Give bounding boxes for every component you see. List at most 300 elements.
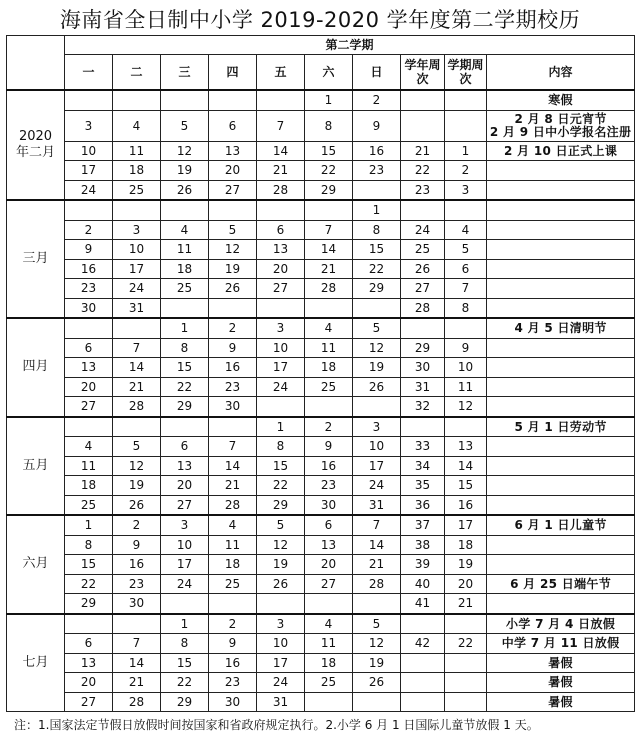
calendar-week-row [7, 161, 635, 181]
day-cell: 10 [257, 634, 305, 654]
day-cell: 24 [353, 476, 401, 496]
day-cell: 4 [113, 110, 161, 141]
day-cell [305, 397, 353, 417]
day-cell: 15 [353, 240, 401, 260]
term-week-cell: 2 [445, 161, 487, 181]
day-cell: 22 [65, 574, 113, 594]
day-cell: 20 [65, 673, 113, 693]
content-cell [487, 358, 635, 378]
day-cell: 29 [305, 180, 353, 200]
day-cell: 1 [257, 417, 305, 437]
term-week-cell [445, 692, 487, 712]
content-cell: 5 月 1 日劳动节 [487, 417, 635, 437]
term-header: 第二学期 [65, 36, 635, 55]
calendar-week-row [7, 476, 635, 496]
content-cell [487, 180, 635, 200]
calendar-week-row [7, 692, 635, 712]
month-label: 四月 [7, 318, 65, 417]
month-header-blank [7, 36, 65, 91]
day-cell: 2 [353, 90, 401, 110]
day-cell [257, 200, 305, 220]
term-week-cell: 15 [445, 476, 487, 496]
day-cell: 9 [305, 437, 353, 457]
day-cell: 8 [353, 220, 401, 240]
day-cell: 9 [209, 338, 257, 358]
weekday-header: 二 [113, 55, 161, 91]
term-week-header: 学期周次 [445, 55, 487, 91]
year-week-cell: 40 [401, 574, 445, 594]
day-cell: 13 [305, 535, 353, 555]
year-week-cell: 30 [401, 358, 445, 378]
day-cell: 1 [161, 318, 209, 338]
calendar-week-row [7, 318, 635, 338]
day-cell: 1 [65, 515, 113, 535]
calendar-week-row [7, 574, 635, 594]
calendar-week-row [7, 535, 635, 555]
day-cell: 28 [209, 495, 257, 515]
day-cell: 14 [257, 141, 305, 161]
day-cell: 9 [113, 535, 161, 555]
day-cell: 12 [161, 141, 209, 161]
day-cell: 19 [209, 259, 257, 279]
day-cell: 24 [257, 673, 305, 693]
day-cell: 18 [209, 555, 257, 575]
calendar-week-row [7, 358, 635, 378]
day-cell: 28 [113, 692, 161, 712]
content-cell: 暑假 [487, 692, 635, 712]
day-cell: 5 [113, 437, 161, 457]
content-cell [487, 594, 635, 614]
year-week-cell [401, 653, 445, 673]
term-week-cell: 12 [445, 397, 487, 417]
day-cell: 24 [257, 377, 305, 397]
term-week-cell: 13 [445, 437, 487, 457]
day-cell: 3 [65, 110, 113, 141]
day-cell: 28 [257, 180, 305, 200]
day-cell: 2 [209, 318, 257, 338]
calendar-week-row [7, 417, 635, 437]
day-cell: 28 [305, 279, 353, 299]
day-cell [161, 298, 209, 318]
day-cell: 21 [257, 161, 305, 181]
weekday-header: 五 [257, 55, 305, 91]
day-cell: 13 [257, 240, 305, 260]
year-week-cell: 29 [401, 338, 445, 358]
weekday-header: 四 [209, 55, 257, 91]
day-cell: 4 [209, 515, 257, 535]
day-cell [305, 200, 353, 220]
year-week-cell: 27 [401, 279, 445, 299]
day-cell: 4 [161, 220, 209, 240]
day-cell: 11 [161, 240, 209, 260]
day-cell: 21 [305, 259, 353, 279]
header-row-term [7, 36, 635, 55]
term-week-cell: 19 [445, 555, 487, 575]
content-cell: 6 月 1 日儿童节 [487, 515, 635, 535]
day-cell: 26 [353, 377, 401, 397]
calendar-week-row [7, 259, 635, 279]
header-row-days [7, 55, 635, 91]
day-cell [305, 298, 353, 318]
day-cell: 23 [65, 279, 113, 299]
year-week-cell: 35 [401, 476, 445, 496]
content-cell [487, 259, 635, 279]
day-cell: 17 [257, 653, 305, 673]
term-week-cell: 10 [445, 358, 487, 378]
day-cell: 6 [65, 634, 113, 654]
calendar-week-row [7, 298, 635, 318]
year-week-cell: 24 [401, 220, 445, 240]
day-cell: 7 [113, 634, 161, 654]
day-cell: 13 [65, 653, 113, 673]
day-cell: 10 [257, 338, 305, 358]
day-cell: 9 [209, 634, 257, 654]
day-cell: 6 [65, 338, 113, 358]
content-cell: 6 月 25 日端午节 [487, 574, 635, 594]
day-cell: 16 [353, 141, 401, 161]
day-cell: 31 [113, 298, 161, 318]
content-cell [487, 476, 635, 496]
calendar-week-row [7, 555, 635, 575]
day-cell: 3 [257, 614, 305, 634]
calendar-week-row [7, 495, 635, 515]
day-cell: 29 [161, 397, 209, 417]
day-cell [353, 692, 401, 712]
year-week-cell: 42 [401, 634, 445, 654]
day-cell: 13 [161, 456, 209, 476]
day-cell: 17 [113, 259, 161, 279]
term-week-cell: 14 [445, 456, 487, 476]
year-week-cell: 34 [401, 456, 445, 476]
day-cell: 15 [161, 358, 209, 378]
day-cell: 19 [353, 653, 401, 673]
day-cell: 30 [209, 692, 257, 712]
content-cell: 暑假 [487, 653, 635, 673]
content-cell [487, 240, 635, 260]
day-cell: 11 [113, 141, 161, 161]
day-cell: 16 [209, 653, 257, 673]
day-cell: 23 [209, 377, 257, 397]
day-cell: 7 [209, 437, 257, 457]
day-cell: 20 [257, 259, 305, 279]
year-week-cell: 37 [401, 515, 445, 535]
year-week-cell: 23 [401, 180, 445, 200]
content-cell [487, 555, 635, 575]
day-cell: 30 [305, 495, 353, 515]
day-cell: 25 [305, 673, 353, 693]
day-cell: 12 [209, 240, 257, 260]
year-week-cell: 39 [401, 555, 445, 575]
month-label: 三月 [7, 200, 65, 318]
calendar-week-row [7, 338, 635, 358]
day-cell: 21 [353, 555, 401, 575]
day-cell: 2 [305, 417, 353, 437]
calendar-week-row [7, 240, 635, 260]
term-week-cell: 11 [445, 377, 487, 397]
content-cell: 2 月 10 日正式上课 [487, 141, 635, 161]
day-cell: 14 [113, 358, 161, 378]
day-cell [113, 200, 161, 220]
day-cell [257, 298, 305, 318]
content-cell [487, 298, 635, 318]
year-week-cell: 36 [401, 495, 445, 515]
day-cell [161, 200, 209, 220]
term-week-cell [445, 417, 487, 437]
day-cell: 6 [257, 220, 305, 240]
day-cell [113, 614, 161, 634]
calendar-week-row [7, 614, 635, 634]
day-cell: 24 [113, 279, 161, 299]
content-cell [487, 279, 635, 299]
term-week-cell: 21 [445, 594, 487, 614]
day-cell: 10 [113, 240, 161, 260]
day-cell: 30 [113, 594, 161, 614]
content-cell [487, 437, 635, 457]
day-cell: 25 [209, 574, 257, 594]
day-cell: 16 [209, 358, 257, 378]
day-cell: 29 [257, 495, 305, 515]
day-cell: 8 [257, 437, 305, 457]
day-cell: 7 [113, 338, 161, 358]
day-cell [257, 594, 305, 614]
day-cell: 6 [161, 437, 209, 457]
day-cell: 27 [305, 574, 353, 594]
day-cell: 12 [353, 338, 401, 358]
day-cell: 12 [353, 634, 401, 654]
day-cell: 5 [353, 614, 401, 634]
calendar-week-row [7, 515, 635, 535]
day-cell: 13 [209, 141, 257, 161]
day-cell: 21 [113, 673, 161, 693]
month-label: 六月 [7, 515, 65, 614]
day-cell [161, 90, 209, 110]
day-cell: 17 [161, 555, 209, 575]
day-cell: 18 [305, 653, 353, 673]
calendar-week-row [7, 279, 635, 299]
day-cell: 12 [113, 456, 161, 476]
day-cell: 20 [65, 377, 113, 397]
day-cell: 11 [209, 535, 257, 555]
day-cell: 25 [65, 495, 113, 515]
day-cell: 7 [305, 220, 353, 240]
term-week-cell: 18 [445, 535, 487, 555]
year-week-cell [401, 673, 445, 693]
day-cell: 28 [113, 397, 161, 417]
year-week-cell: 41 [401, 594, 445, 614]
content-cell [487, 495, 635, 515]
day-cell: 26 [161, 180, 209, 200]
day-cell: 29 [161, 692, 209, 712]
year-week-cell [401, 417, 445, 437]
day-cell: 26 [257, 574, 305, 594]
year-week-cell: 31 [401, 377, 445, 397]
day-cell: 26 [353, 673, 401, 693]
calendar-week-row [7, 90, 635, 110]
day-cell: 11 [65, 456, 113, 476]
content-cell [487, 456, 635, 476]
day-cell: 24 [65, 180, 113, 200]
day-cell: 25 [161, 279, 209, 299]
year-week-cell: 21 [401, 141, 445, 161]
day-cell: 8 [305, 110, 353, 141]
calendar-week-row [7, 220, 635, 240]
day-cell: 2 [209, 614, 257, 634]
day-cell: 3 [353, 417, 401, 437]
day-cell: 31 [353, 495, 401, 515]
term-week-cell: 17 [445, 515, 487, 535]
year-week-cell [401, 692, 445, 712]
term-week-cell [445, 90, 487, 110]
day-cell: 17 [65, 161, 113, 181]
content-cell [487, 397, 635, 417]
day-cell: 29 [353, 279, 401, 299]
day-cell: 27 [65, 397, 113, 417]
content-cell: 暑假 [487, 673, 635, 693]
day-cell: 27 [257, 279, 305, 299]
day-cell: 4 [305, 318, 353, 338]
day-cell: 21 [113, 377, 161, 397]
content-header: 内容 [487, 55, 635, 91]
day-cell: 27 [209, 180, 257, 200]
day-cell: 19 [353, 358, 401, 378]
day-cell: 26 [209, 279, 257, 299]
day-cell: 20 [209, 161, 257, 181]
weekday-header: 一 [65, 55, 113, 91]
day-cell: 16 [305, 456, 353, 476]
calendar-week-row [7, 110, 635, 141]
day-cell: 14 [353, 535, 401, 555]
day-cell: 5 [257, 515, 305, 535]
term-week-cell: 4 [445, 220, 487, 240]
day-cell [209, 298, 257, 318]
term-week-cell: 6 [445, 259, 487, 279]
year-week-cell: 22 [401, 161, 445, 181]
term-week-cell: 22 [445, 634, 487, 654]
calendar-week-row [7, 180, 635, 200]
day-cell: 22 [161, 673, 209, 693]
calendar-week-row [7, 377, 635, 397]
day-cell: 7 [257, 110, 305, 141]
term-week-cell: 3 [445, 180, 487, 200]
calendar-body [7, 36, 635, 712]
day-cell: 16 [113, 555, 161, 575]
content-cell: 4 月 5 日清明节 [487, 318, 635, 338]
day-cell: 9 [353, 110, 401, 141]
day-cell [305, 594, 353, 614]
day-cell: 23 [113, 574, 161, 594]
weekday-header: 日 [353, 55, 401, 91]
day-cell: 8 [161, 634, 209, 654]
term-week-cell: 5 [445, 240, 487, 260]
day-cell: 15 [161, 653, 209, 673]
day-cell: 21 [209, 476, 257, 496]
day-cell: 17 [353, 456, 401, 476]
year-week-cell: 38 [401, 535, 445, 555]
term-week-cell [445, 110, 487, 141]
day-cell: 16 [65, 259, 113, 279]
day-cell [113, 318, 161, 338]
year-week-cell [401, 200, 445, 220]
day-cell: 5 [161, 110, 209, 141]
term-week-cell: 9 [445, 338, 487, 358]
day-cell: 9 [65, 240, 113, 260]
event-note: 2 月 8 日元宵节 [514, 111, 607, 126]
month-label: 五月 [7, 417, 65, 516]
day-cell: 22 [353, 259, 401, 279]
day-cell: 10 [353, 437, 401, 457]
day-cell [353, 298, 401, 318]
day-cell: 5 [209, 220, 257, 240]
term-week-cell: 20 [445, 574, 487, 594]
calendar-week-row [7, 200, 635, 220]
day-cell [305, 692, 353, 712]
content-cell: 寒假 [487, 90, 635, 110]
day-cell: 18 [113, 161, 161, 181]
day-cell: 31 [257, 692, 305, 712]
day-cell: 23 [209, 673, 257, 693]
term-week-cell: 16 [445, 495, 487, 515]
day-cell [113, 90, 161, 110]
year-week-header: 学年周次 [401, 55, 445, 91]
day-cell [161, 594, 209, 614]
day-cell: 14 [209, 456, 257, 476]
year-week-cell [401, 614, 445, 634]
calendar-week-row [7, 141, 635, 161]
day-cell: 26 [113, 495, 161, 515]
day-cell: 8 [65, 535, 113, 555]
page-title: 海南省全日制中小学 2019-2020 学年度第二学期校历 [59, 8, 581, 32]
day-cell: 2 [113, 515, 161, 535]
day-cell: 19 [113, 476, 161, 496]
day-cell: 15 [257, 456, 305, 476]
term-week-cell [445, 614, 487, 634]
calendar-week-row [7, 437, 635, 457]
day-cell: 3 [161, 515, 209, 535]
day-cell: 15 [305, 141, 353, 161]
day-cell: 25 [113, 180, 161, 200]
day-cell: 18 [161, 259, 209, 279]
day-cell: 27 [65, 692, 113, 712]
day-cell: 13 [65, 358, 113, 378]
year-week-cell: 32 [401, 397, 445, 417]
term-week-cell [445, 200, 487, 220]
footnote: 注：1.国家法定节假日放假时间按国家和省政府规定执行。2.小学 6 月 1 日国际儿童节放假 1 天。 [14, 718, 539, 732]
day-cell: 19 [257, 555, 305, 575]
day-cell: 20 [305, 555, 353, 575]
year-week-cell [401, 110, 445, 141]
content-cell: 中学 7 月 11 日放假 [487, 634, 635, 654]
calendar-week-row [7, 397, 635, 417]
day-cell [65, 200, 113, 220]
content-cell [487, 161, 635, 181]
day-cell: 29 [65, 594, 113, 614]
day-cell: 25 [305, 377, 353, 397]
day-cell: 23 [305, 476, 353, 496]
day-cell: 4 [305, 614, 353, 634]
day-cell: 6 [209, 110, 257, 141]
day-cell: 22 [305, 161, 353, 181]
day-cell: 30 [209, 397, 257, 417]
day-cell [257, 90, 305, 110]
day-cell [353, 180, 401, 200]
day-cell: 10 [161, 535, 209, 555]
content-cell [487, 110, 635, 141]
day-cell: 18 [65, 476, 113, 496]
content-cell [487, 220, 635, 240]
day-cell: 14 [113, 653, 161, 673]
day-cell: 18 [305, 358, 353, 378]
content-cell [487, 338, 635, 358]
